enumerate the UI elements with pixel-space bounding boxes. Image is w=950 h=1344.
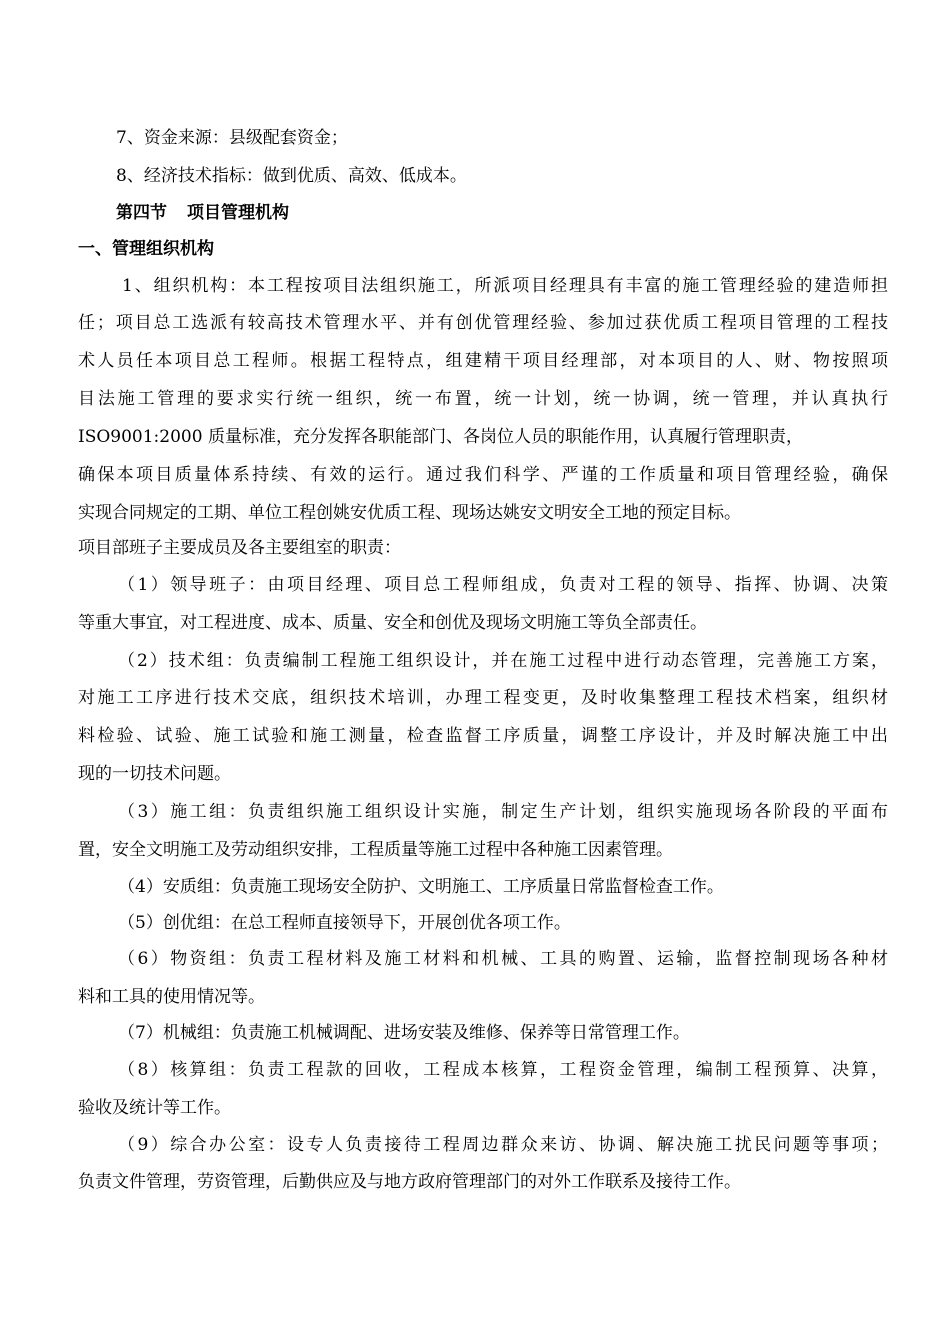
duty-office-line: （9）综合办公室：设专人负责接待工程周边群众来访、协调、解决施工扰民问题等事项；: [118, 1135, 888, 1155]
duty-machinery-line: （7）机械组：负责施工机械调配、进场安装及维修、保养等日常管理工作。: [118, 1023, 690, 1043]
duty-accounting-line: （8）核算组：负责工程款的回收，工程成本核算，工程资金管理，编制工程预算、决算，: [118, 1060, 888, 1080]
section-number: 第四节: [116, 203, 167, 223]
section-title: 项目管理机构: [187, 203, 289, 223]
list-item-indicators: 8、经济技术指标：做到优质、高效、低成本。: [116, 166, 467, 186]
paragraph-line: 任；项目总工选派有较高技术管理水平、并有创优管理经验、参加过获优质工程项目管理的工程技: [78, 313, 888, 333]
duty-construction-line: 置，安全文明施工及劳动组织安排，工程质量等施工过程中各种施工因素管理。: [78, 840, 673, 860]
duty-materials-line: 料和工具的使用情况等。: [78, 987, 265, 1007]
duty-safety-quality-line: （4）安质组：负责施工现场安全防护、文明施工、工序质量日常监督检查工作。: [118, 877, 724, 897]
paragraph-line: ISO9001:2000 质量标准，充分发挥各职能部门、各岗位人员的职能作用，认真履行管理职责，: [78, 427, 803, 447]
duty-technical-line: 对施工工序进行技术交底，组织技术培训，办理工程变更，及时收集整理工程技术档案，组织材: [78, 688, 888, 708]
duty-office-line: 负责文件管理，劳资管理，后勤供应及与地方政府管理部门的对外工作联系及接待工作。: [78, 1172, 741, 1192]
section-heading: [116, 202, 888, 224]
duty-excellence-line: （5）创优组：在总工程师直接领导下，开展创优各项工作。: [118, 913, 571, 933]
paragraph-line: 术人员任本项目总工程师。根据工程特点，组建精干项目经理部，对本项目的人、财、物按照项: [78, 351, 888, 371]
duty-leadership-line: 等重大事宜，对工程进度、成本、质量、安全和创优及现场文明施工等负全部责任。: [78, 613, 707, 633]
duty-materials-line: （6）物资组：负责工程材料及施工材料和机械、工具的购置、运输，监督控制现场各种材: [118, 949, 888, 969]
paragraph-line: 实现合同规定的工期、单位工程创姚安优质工程、现场达姚安文明安全工地的预定目标。: [78, 503, 741, 523]
duties-intro: 项目部班子主要成员及各主要组室的职责：: [78, 538, 401, 558]
duty-technical-line: 料检验、试验、施工试验和施工测量，检查监督工序质量，调整工序设计，并及时解决施工中出: [78, 726, 888, 746]
duty-construction-line: （3）施工组：负责组织施工组织设计实施，制定生产计划，组织实施现场各阶段的平面布: [118, 802, 888, 822]
duty-accounting-line: 验收及统计等工作。: [78, 1098, 231, 1118]
duty-technical-line: （2）技术组：负责编制工程施工组织设计，并在施工过程中进行动态管理，完善施工方案，: [118, 651, 888, 671]
paragraph-line: 确保本项目质量体系持续、有效的运行。通过我们科学、严谨的工作质量和项目管理经验，确保: [78, 465, 888, 485]
duty-leadership-line: （1）领导班子：由项目经理、项目总工程师组成，负责对工程的领导、指挥、协调、决策: [118, 575, 888, 595]
subheading: 一、管理组织机构: [78, 239, 214, 259]
list-item-funding: 7、资金来源：县级配套资金；: [116, 128, 348, 148]
paragraph-line: 目法施工管理的要求实行统一组织，统一布置，统一计划，统一协调，统一管理，并认真执行: [78, 389, 888, 409]
paragraph-line: 1、组织机构：本工程按项目法组织施工，所派项目经理具有丰富的施工管理经验的建造师担: [122, 276, 888, 296]
duty-technical-line: 现的一切技术问题。: [78, 764, 231, 784]
